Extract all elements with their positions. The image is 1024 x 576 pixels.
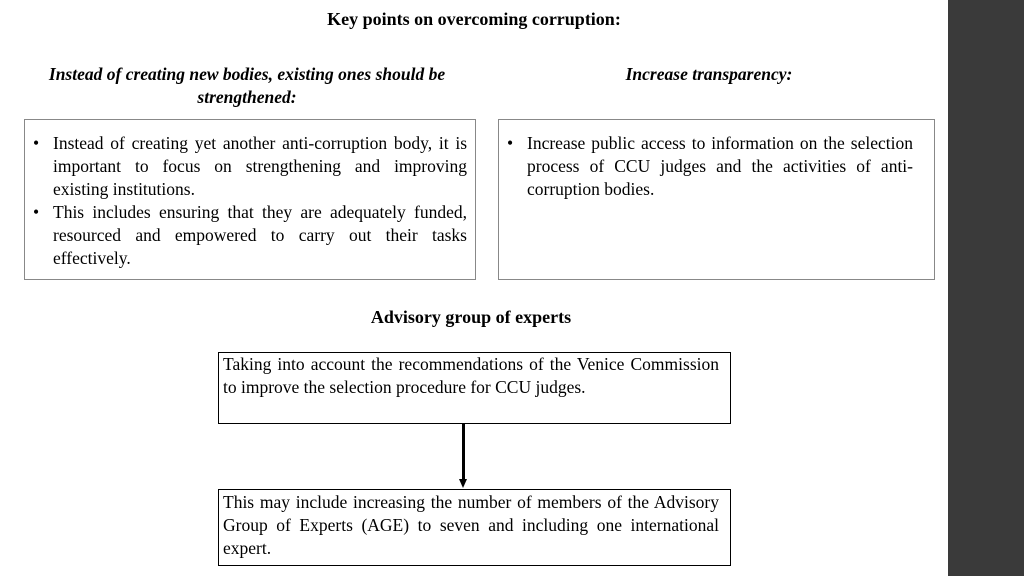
left-panel-heading: Instead of creating new bodies, existing ones should be strengthened: bbox=[48, 64, 446, 107]
side-bar bbox=[948, 0, 1024, 576]
flow-step-1-box: Taking into account the recommendations of the Venice Commission to improve the selection procedure for CCU judges. bbox=[218, 352, 731, 424]
flow-arrow-line bbox=[462, 424, 465, 480]
bullet-icon: • bbox=[33, 133, 40, 153]
arrow-down-icon bbox=[459, 479, 467, 488]
right-bullet-text-1: Increase public access to information on the selection process of CCU judges and the activities of anti-corruption bodies. bbox=[527, 133, 913, 199]
list-item bbox=[33, 201, 467, 270]
flow-step-2-box: This may include increasing the number of members of the Advisory Group of Experts (AGE) to seven and including one international expert. bbox=[218, 489, 731, 566]
right-panel-heading: Increase transparency: bbox=[625, 64, 793, 84]
left-panel-box bbox=[24, 119, 476, 280]
right-panel-box bbox=[498, 119, 935, 280]
list-item bbox=[507, 132, 913, 201]
left-bullet-list bbox=[33, 132, 467, 270]
slide-title: Key points on overcoming corruption: bbox=[327, 9, 621, 29]
list-item bbox=[33, 132, 467, 201]
left-bullet-text-1: Instead of creating yet another anti-corruption body, it is important to focus on strengthening and improving existing institutions. bbox=[53, 133, 467, 199]
advisory-title: Advisory group of experts bbox=[370, 307, 572, 327]
left-bullet-text-2: This includes ensuring that they are adequately funded, resourced and empowered to carry out their tasks effectively. bbox=[53, 202, 467, 268]
bullet-icon: • bbox=[507, 133, 514, 153]
right-bullet-list bbox=[507, 132, 913, 201]
bullet-icon: • bbox=[33, 202, 40, 222]
